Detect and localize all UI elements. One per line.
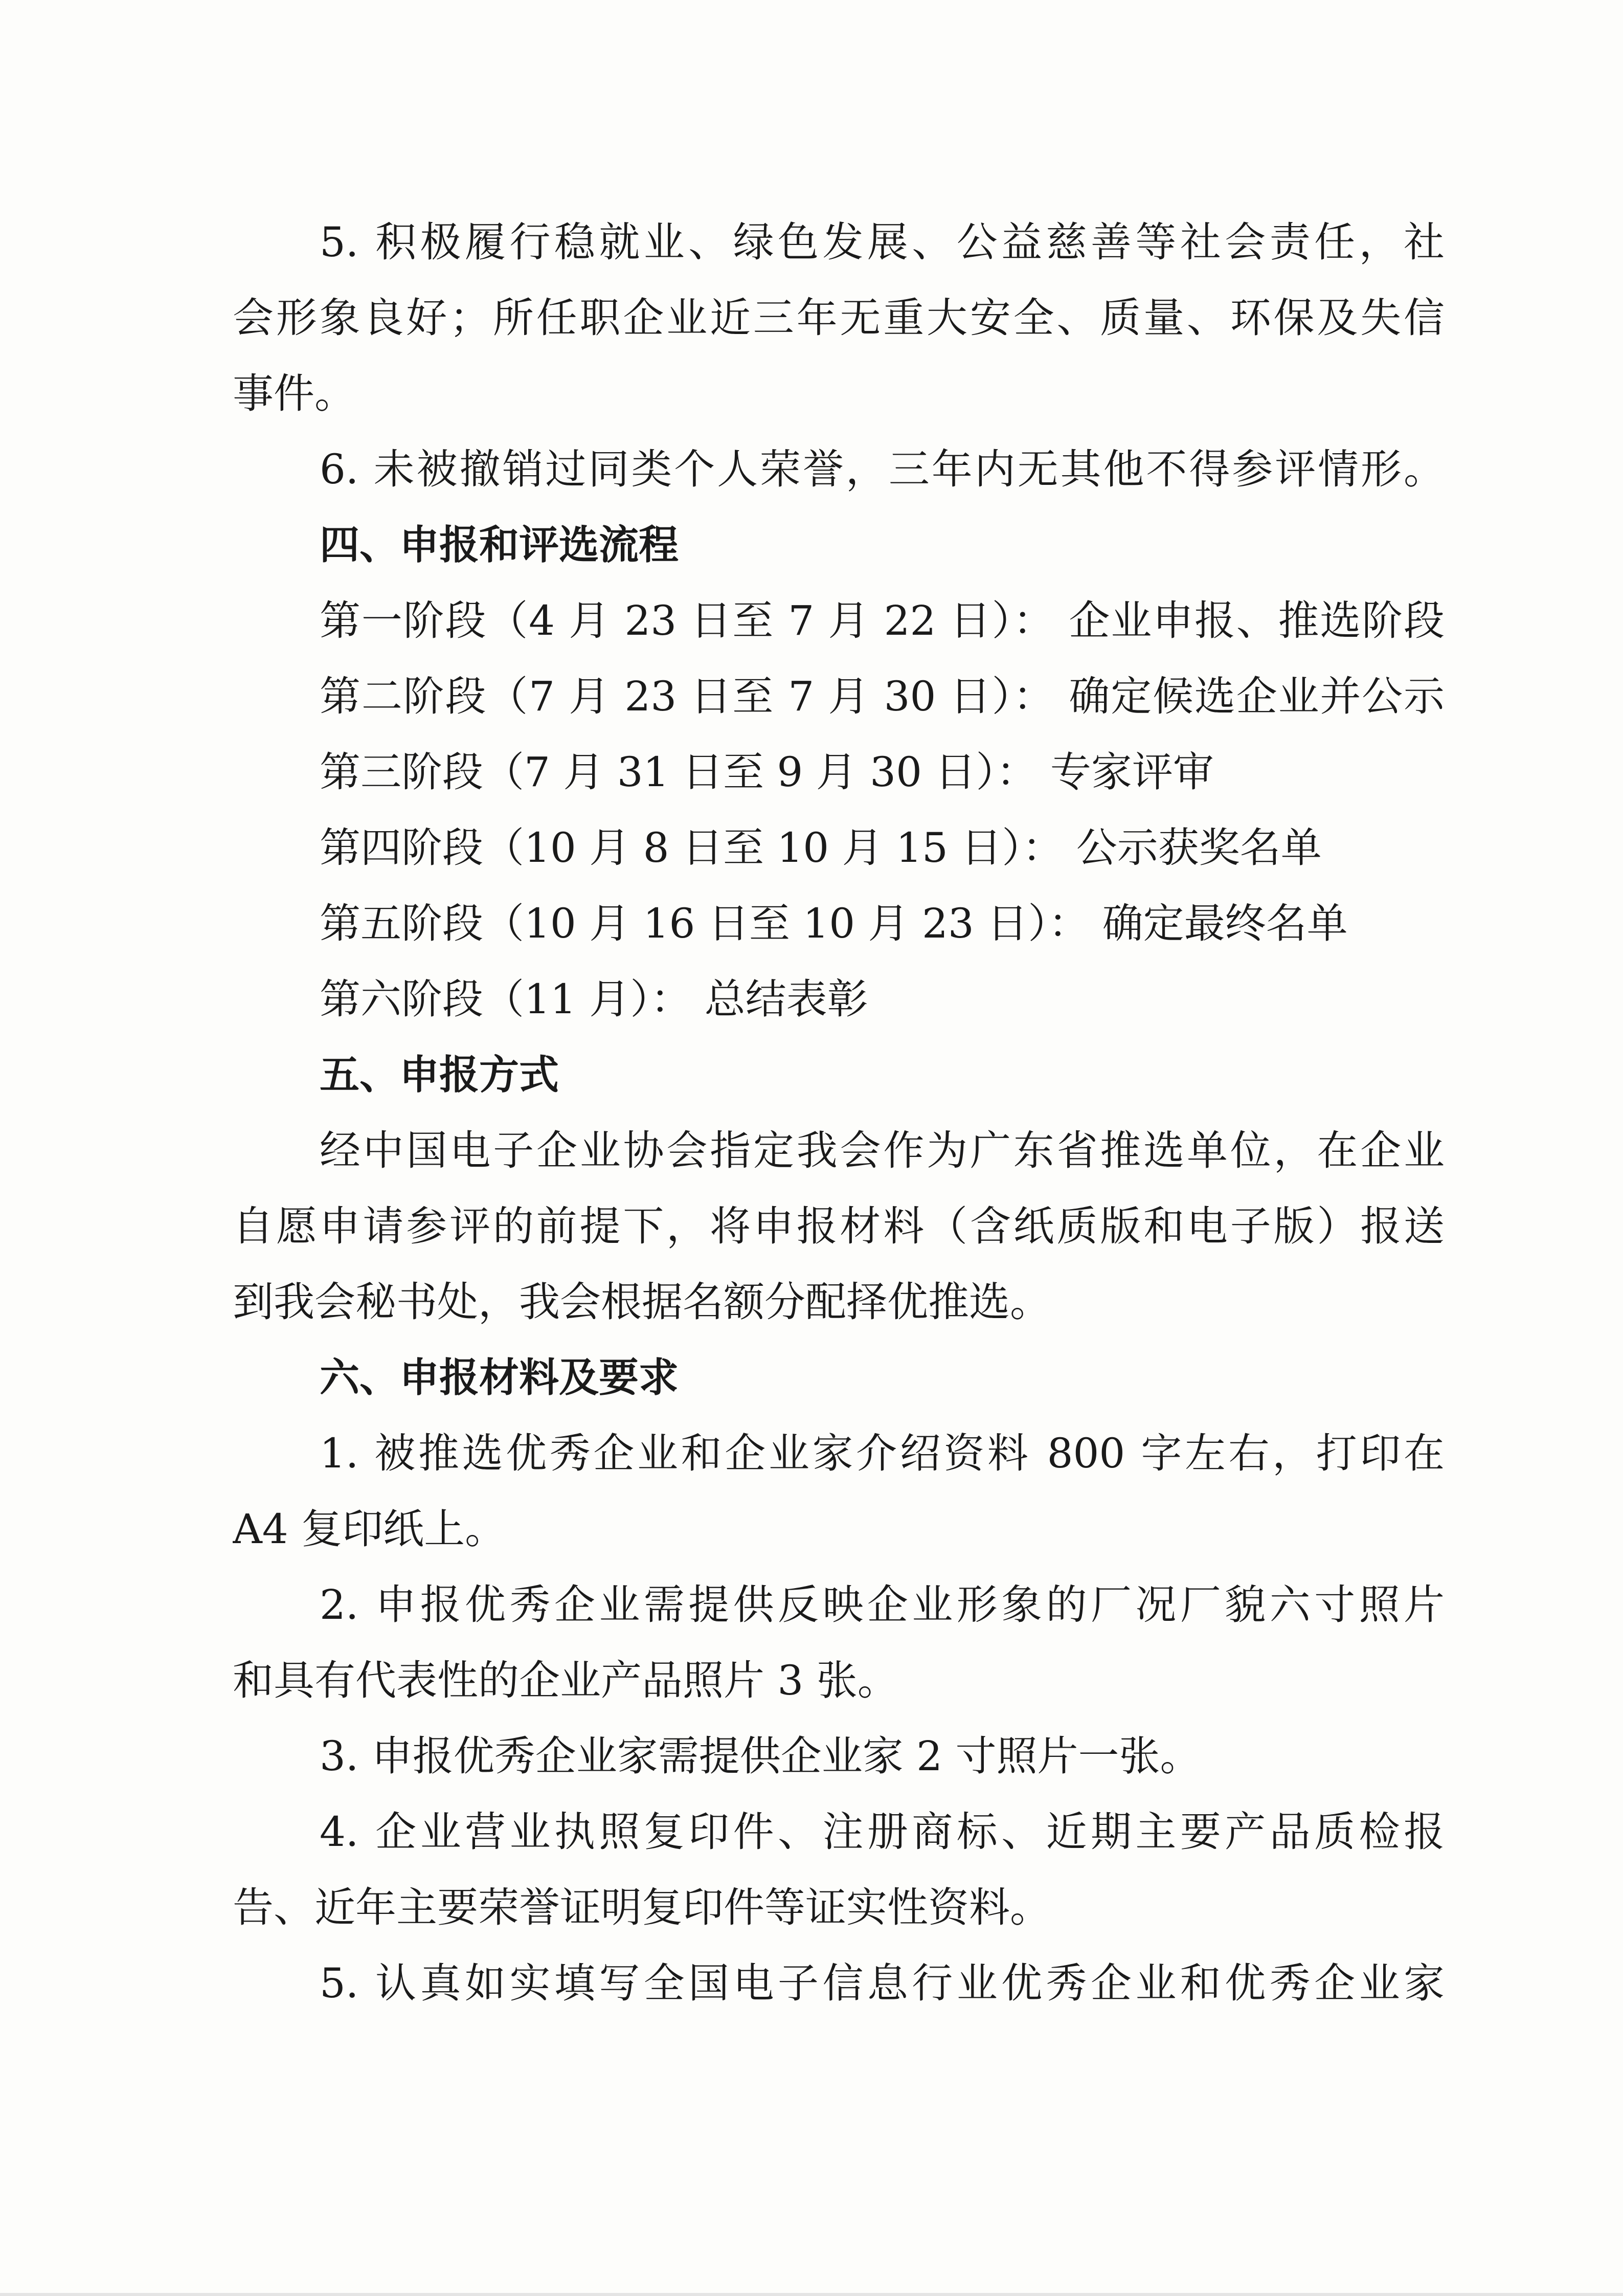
paragraph-line: 4. 企业营业执照复印件、注册商标、近期主要产品质检报 <box>320 1808 1445 1856</box>
paragraph-line: 事件。 <box>233 370 355 417</box>
paragraph-line: 5. 积极履行稳就业、绿色发展、公益慈善等社会责任，社 <box>320 218 1445 266</box>
paragraph-line: 5. 认真如实填写全国电子信息行业优秀企业和优秀企业家 <box>320 1959 1445 2007</box>
section-heading: 六、申报材料及要求 <box>320 1355 679 1401</box>
document-body <box>233 205 1445 2021</box>
section-heading: 五、申报方式 <box>320 1052 559 1098</box>
paragraph-line: 3. 申报优秀企业家需提供企业家 2 寸照片一张。 <box>320 1732 1201 1780</box>
paragraph-line: A4 复印纸上。 <box>233 1505 506 1553</box>
paragraph-line: 告、近年主要荣誉证明复印件等证实性资料。 <box>233 1884 1051 1931</box>
paragraph-line: 6. 未被撤销过同类个人荣誉，三年内无其他不得参评情形。 <box>320 445 1445 493</box>
section-heading: 四、申报和评选流程 <box>320 522 679 568</box>
scan-edge <box>0 2293 1623 2296</box>
schedule-line: 第一阶段（4 月 23 日至 7 月 22 日）： 企业申报、推选阶段 <box>320 597 1445 644</box>
paragraph-line: 到我会秘书处，我会根据名额分配择优推选。 <box>233 1278 1051 1326</box>
paragraph-line: 会形象良好；所任职企业近三年无重大安全、质量、环保及失信 <box>233 294 1445 342</box>
paragraph-line: 和具有代表性的企业产品照片 3 张。 <box>233 1657 898 1704</box>
schedule-line: 第二阶段（7 月 23 日至 7 月 30 日）： 确定候选企业并公示 <box>320 673 1445 720</box>
paragraph-line: 经中国电子企业协会指定我会作为广东省推选单位，在企业 <box>320 1127 1445 1174</box>
paragraph-line: 自愿申请参评的前提下，将申报材料（含纸质版和电子版）报送 <box>233 1202 1445 1250</box>
paragraph-line: 1. 被推选优秀企业和企业家介绍资料 800 字左右，打印在 <box>320 1430 1445 1477</box>
schedule-line: 第五阶段（10 月 16 日至 10 月 23 日）： 确定最终名单 <box>320 900 1348 947</box>
paragraph-line: 2. 申报优秀企业需提供反映企业形象的厂况厂貌六寸照片 <box>320 1581 1445 1629</box>
schedule-line: 第六阶段（11 月）： 总结表彰 <box>320 975 868 1023</box>
schedule-line: 第三阶段（7 月 31 日至 9 月 30 日）： 专家评审 <box>320 748 1214 796</box>
schedule-line: 第四阶段（10 月 8 日至 10 月 15 日）： 公示获奖名单 <box>320 824 1322 872</box>
